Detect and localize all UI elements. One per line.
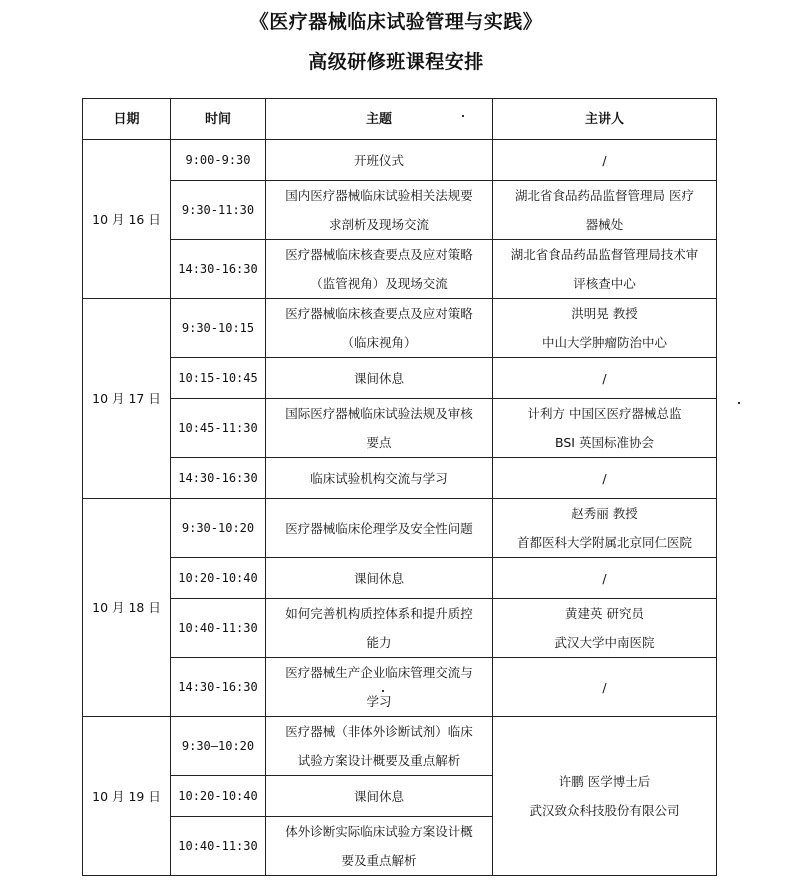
- table-row: [83, 658, 717, 717]
- table-row: [83, 181, 717, 240]
- speaker-cell: [493, 499, 717, 558]
- topic-cell: [266, 599, 493, 658]
- table-row: [83, 299, 717, 358]
- topic-cell: [266, 658, 493, 717]
- topic-line: 医疗器械生产企业临床管理交流与: [285, 665, 473, 680]
- table-row: [83, 358, 717, 399]
- topic-line: 医疗器械临床核查要点及应对策略: [285, 247, 473, 262]
- time-cell: 14:30-16:30: [171, 240, 266, 299]
- topic-line: 体外诊断实际临床试验方案设计概: [285, 824, 473, 839]
- header-topic: 主题: [266, 99, 493, 140]
- speaker-line: 赵秀丽 教授: [571, 506, 638, 521]
- scan-speck: [382, 690, 384, 692]
- speaker-line: /: [602, 679, 607, 695]
- topic-cell: [266, 140, 493, 181]
- speaker-cell: [493, 558, 717, 599]
- schedule-table: [82, 98, 717, 876]
- topic-cell: [266, 458, 493, 499]
- document-title: [0, 8, 792, 76]
- topic-line: 要点: [366, 435, 392, 450]
- topic-line: 国际医疗器械临床试验法规及审核: [285, 406, 473, 421]
- time-cell: 14:30-16:30: [171, 458, 266, 499]
- topic-line: （监管视角）及现场交流: [310, 276, 448, 291]
- table-row: [83, 399, 717, 458]
- speaker-line: 器械处: [585, 217, 624, 232]
- time-cell: 10:15-10:45: [171, 358, 266, 399]
- header-date: 日期: [83, 99, 171, 140]
- speaker-line: BSI 英国标准协会: [555, 435, 654, 450]
- speaker-cell: [493, 458, 717, 499]
- time-cell: 10:45-11:30: [171, 399, 266, 458]
- time-cell: 10:40-11:30: [171, 817, 266, 876]
- speaker-line: /: [602, 570, 607, 586]
- table-row: [83, 558, 717, 599]
- topic-line: 课间休息: [353, 370, 404, 386]
- date-cell: 10 月 16 日: [83, 140, 171, 299]
- time-cell: 9:30—10:20: [171, 717, 266, 776]
- scan-speck: [462, 115, 464, 117]
- topic-cell: [266, 299, 493, 358]
- speaker-line: 计利方 中国区医疗器械总监: [527, 406, 682, 421]
- speaker-line: 湖北省食品药品监督管理局技术审: [510, 247, 699, 262]
- topic-cell: [266, 358, 493, 399]
- title-schedule-heading: 高级研修班课程安排: [308, 51, 484, 73]
- table-row: [83, 717, 717, 776]
- speaker-cell: [493, 358, 717, 399]
- topic-cell: [266, 717, 493, 776]
- time-cell: 14:30-16:30: [171, 658, 266, 717]
- topic-line: 如何完善机构质控体系和提升质控: [285, 606, 473, 621]
- time-cell: 10:20-10:40: [171, 776, 266, 817]
- speaker-cell: [493, 240, 717, 299]
- table-row: [83, 599, 717, 658]
- table-row: [83, 458, 717, 499]
- speaker-line: /: [602, 152, 607, 168]
- time-cell: 9:00-9:30: [171, 140, 266, 181]
- speaker-line: 武汉大学中南医院: [554, 635, 655, 650]
- speaker-line: 首都医科大学附属北京同仁医院: [516, 535, 692, 550]
- table-row: [83, 240, 717, 299]
- time-cell: 9:30-10:15: [171, 299, 266, 358]
- speaker-cell: [493, 658, 717, 717]
- topic-cell: [266, 181, 493, 240]
- header-time: 时间: [171, 99, 266, 140]
- topic-cell: [266, 240, 493, 299]
- topic-cell: [266, 499, 493, 558]
- table-header-row: [83, 99, 717, 140]
- scan-speck: [738, 402, 740, 404]
- header-speaker: 主讲人: [493, 99, 717, 140]
- topic-line: 医疗器械临床核查要点及应对策略: [285, 306, 473, 321]
- topic-line: 医疗器械临床伦理学及安全性问题: [285, 520, 473, 536]
- speaker-cell: [493, 399, 717, 458]
- topic-line: 试验方案设计概要及重点解析: [297, 753, 461, 768]
- topic-line: 临床试验机构交流与学习: [310, 470, 448, 486]
- topic-cell: [266, 776, 493, 817]
- topic-line: （临床视角）: [341, 335, 417, 350]
- topic-cell: [266, 399, 493, 458]
- time-cell: 10:20-10:40: [171, 558, 266, 599]
- topic-line: 能力: [366, 635, 392, 650]
- speaker-cell: [493, 299, 717, 358]
- date-cell: 10 月 17 日: [83, 299, 171, 499]
- topic-line: 国内医疗器械临床试验相关法规要: [285, 188, 473, 203]
- speaker-line: /: [602, 470, 607, 486]
- speaker-cell: [493, 181, 717, 240]
- title-course-name: 《医疗器械临床试验管理与实践》: [249, 11, 543, 33]
- topic-cell: [266, 817, 493, 876]
- date-cell: 10 月 18 日: [83, 499, 171, 717]
- speaker-line: 武汉致众科技股份有限公司: [529, 803, 680, 818]
- speaker-line: 黄建英 研究员: [565, 606, 644, 621]
- table-row: [83, 140, 717, 181]
- speaker-line: 中山大学肿瘤防治中心: [541, 335, 667, 350]
- topic-line: 课间休息: [353, 788, 404, 804]
- speaker-cell: [493, 140, 717, 181]
- time-cell: 9:30-11:30: [171, 181, 266, 240]
- topic-line: 要及重点解析: [341, 853, 417, 868]
- speaker-cell: [493, 599, 717, 658]
- table-row: [83, 499, 717, 558]
- speaker-line: /: [602, 370, 607, 386]
- topic-line: 学习: [366, 694, 392, 709]
- topic-line: 课间休息: [353, 570, 404, 586]
- time-cell: 10:40-11:30: [171, 599, 266, 658]
- time-cell: 9:30-10:20: [171, 499, 266, 558]
- speaker-line: 许鹏 医学博士后: [558, 774, 651, 789]
- speaker-line: 评核查中心: [573, 276, 636, 291]
- speaker-line: 洪明晃 教授: [571, 306, 638, 321]
- topic-line: 求剖析及现场交流: [328, 217, 429, 232]
- topic-cell: [266, 558, 493, 599]
- date-cell: 10 月 19 日: [83, 717, 171, 876]
- speaker-line: 湖北省食品药品监督管理局 医疗: [515, 188, 694, 203]
- topic-line: 医疗器械（非体外诊断试剂）临床: [285, 724, 473, 739]
- speaker-cell: [493, 717, 717, 876]
- topic-line: 开班仪式: [353, 152, 404, 168]
